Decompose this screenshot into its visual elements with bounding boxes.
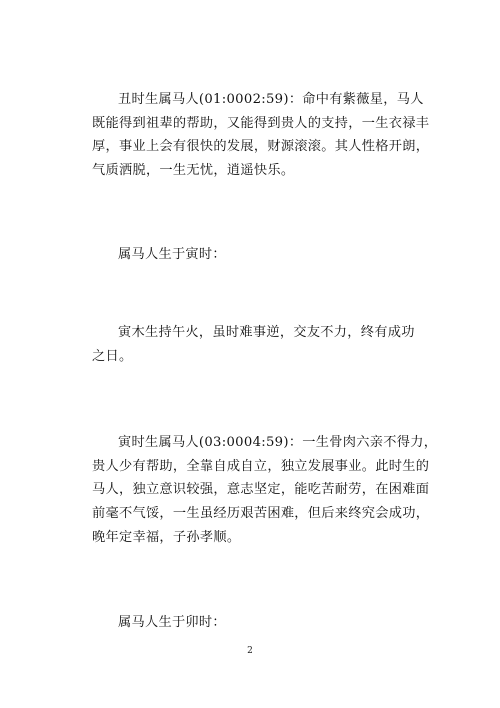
paragraph-line: 贵人少有帮助，全靠自成自立，独立发展事业。此时生的 [92,458,430,474]
paragraph-line: 厚，事业上会有很快的发展，财源滚滚。其人性格开朗， [92,139,430,155]
paragraph-line: 寅木生持午火，虽时难事逆，交友不力，终有成功 [118,325,415,340]
paragraph-line: 晚年定幸福，子孙孝顺。 [92,529,241,545]
paragraph-line: 丑时生属马人(01:0002:59)：命中有紫薇星，马人 [118,92,424,107]
paragraph-line: 既能得到祖辈的帮助，又能得到贵人的支持，一生衣禄丰 [92,115,430,131]
paragraph-yin-hour [92,431,438,550]
section-heading: 属马人生于卯时： [118,615,226,630]
paragraph-yin-wood [92,321,416,368]
paragraph-line: 气质洒脱，一生无忧，逍遥快乐。 [92,163,295,179]
heading-mao-hour [92,611,416,635]
paragraph-chou-hour [92,88,430,183]
page-number: 2 [247,646,253,656]
heading-yin-hour [92,243,416,267]
paragraph-line: 寅时生属马人(03:0004:59)：一生骨肉六亲不得力， [118,435,438,450]
section-heading: 属马人生于寅时： [118,247,226,262]
paragraph-line: 之日。 [92,348,133,364]
paragraph-line: 前毫不气馁，一生虽经历艰苦困难，但后来终究会成功， [92,506,430,522]
paragraph-line: 马人，独立意识较强，意志坚定，能吃苦耐劳，在困难面 [92,482,430,498]
